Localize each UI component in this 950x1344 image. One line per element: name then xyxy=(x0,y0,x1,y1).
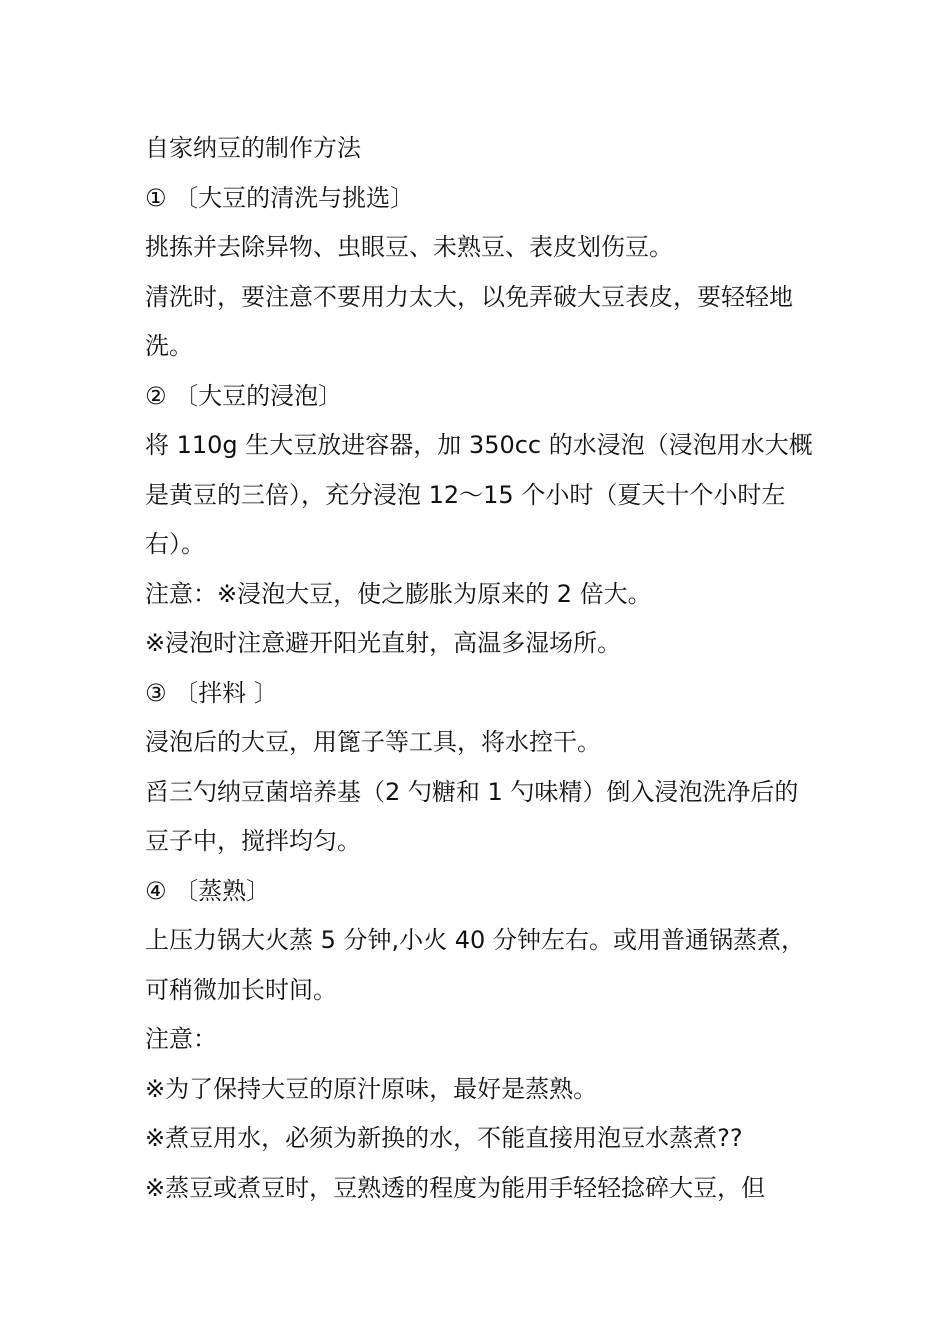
paragraph-line: 挑拣并去除异物、虫眼豆、未熟豆、表皮划伤豆。 xyxy=(145,233,673,261)
paragraph-line: 将 110g 生大豆放进容器，加 350cc 的水浸泡（浸泡用水大概 xyxy=(145,431,813,459)
paragraph-line: 豆子中，搅拌均匀。 xyxy=(145,827,361,855)
document-body xyxy=(145,124,815,1213)
note-line: ※浸泡时注意避开阳光直射，高温多湿场所。 xyxy=(145,629,622,657)
paragraph-line: 上压力锅大火蒸 5 分钟,小火 40 分钟左右。或用普通锅蒸煮， xyxy=(145,926,805,954)
section-heading-2: ② 〔大豆的浸泡〕 xyxy=(145,381,343,410)
section-heading-3: ③ 〔拌料 〕 xyxy=(145,678,278,707)
paragraph-line: 舀三勺纳豆菌培养基（2 勺糖和 1 勺味精）倒入浸泡洗净后的 xyxy=(145,777,799,806)
section-heading-4: ④ 〔蒸熟〕 xyxy=(145,876,271,905)
section-heading-1: ① 〔大豆的清洗与挑选〕 xyxy=(145,183,415,212)
paragraph-line: 洗。 xyxy=(145,332,193,360)
paragraph-line: 浸泡后的大豆，用篦子等工具，将水控干。 xyxy=(145,728,601,756)
paragraph-line: 是黄豆的三倍），充分浸泡 12～15 个小时（夏天十个小时左 xyxy=(145,480,786,509)
note-line: 注意：※浸泡大豆，使之膨胀为原来的 2 倍大。 xyxy=(145,579,652,608)
paragraph-line: 右）。 xyxy=(145,530,205,558)
note-line: ※煮豆用水，必须为新换的水，不能直接用泡豆水蒸煮?? xyxy=(145,1124,743,1152)
note-label: 注意： xyxy=(145,1025,217,1053)
paragraph-line: 可稍微加长时间。 xyxy=(145,975,337,1004)
note-line: ※为了保持大豆的原汁原味，最好是蒸熟。 xyxy=(145,1074,598,1103)
note-line: ※蒸豆或煮豆时，豆熟透的程度为能用手轻轻捻碎大豆，但 xyxy=(145,1173,766,1202)
paragraph-line: 清洗时，要注意不要用力太大，以免弄破大豆表皮，要轻轻地 xyxy=(145,282,793,311)
document-title: 自家纳豆的制作方法 xyxy=(145,134,361,162)
